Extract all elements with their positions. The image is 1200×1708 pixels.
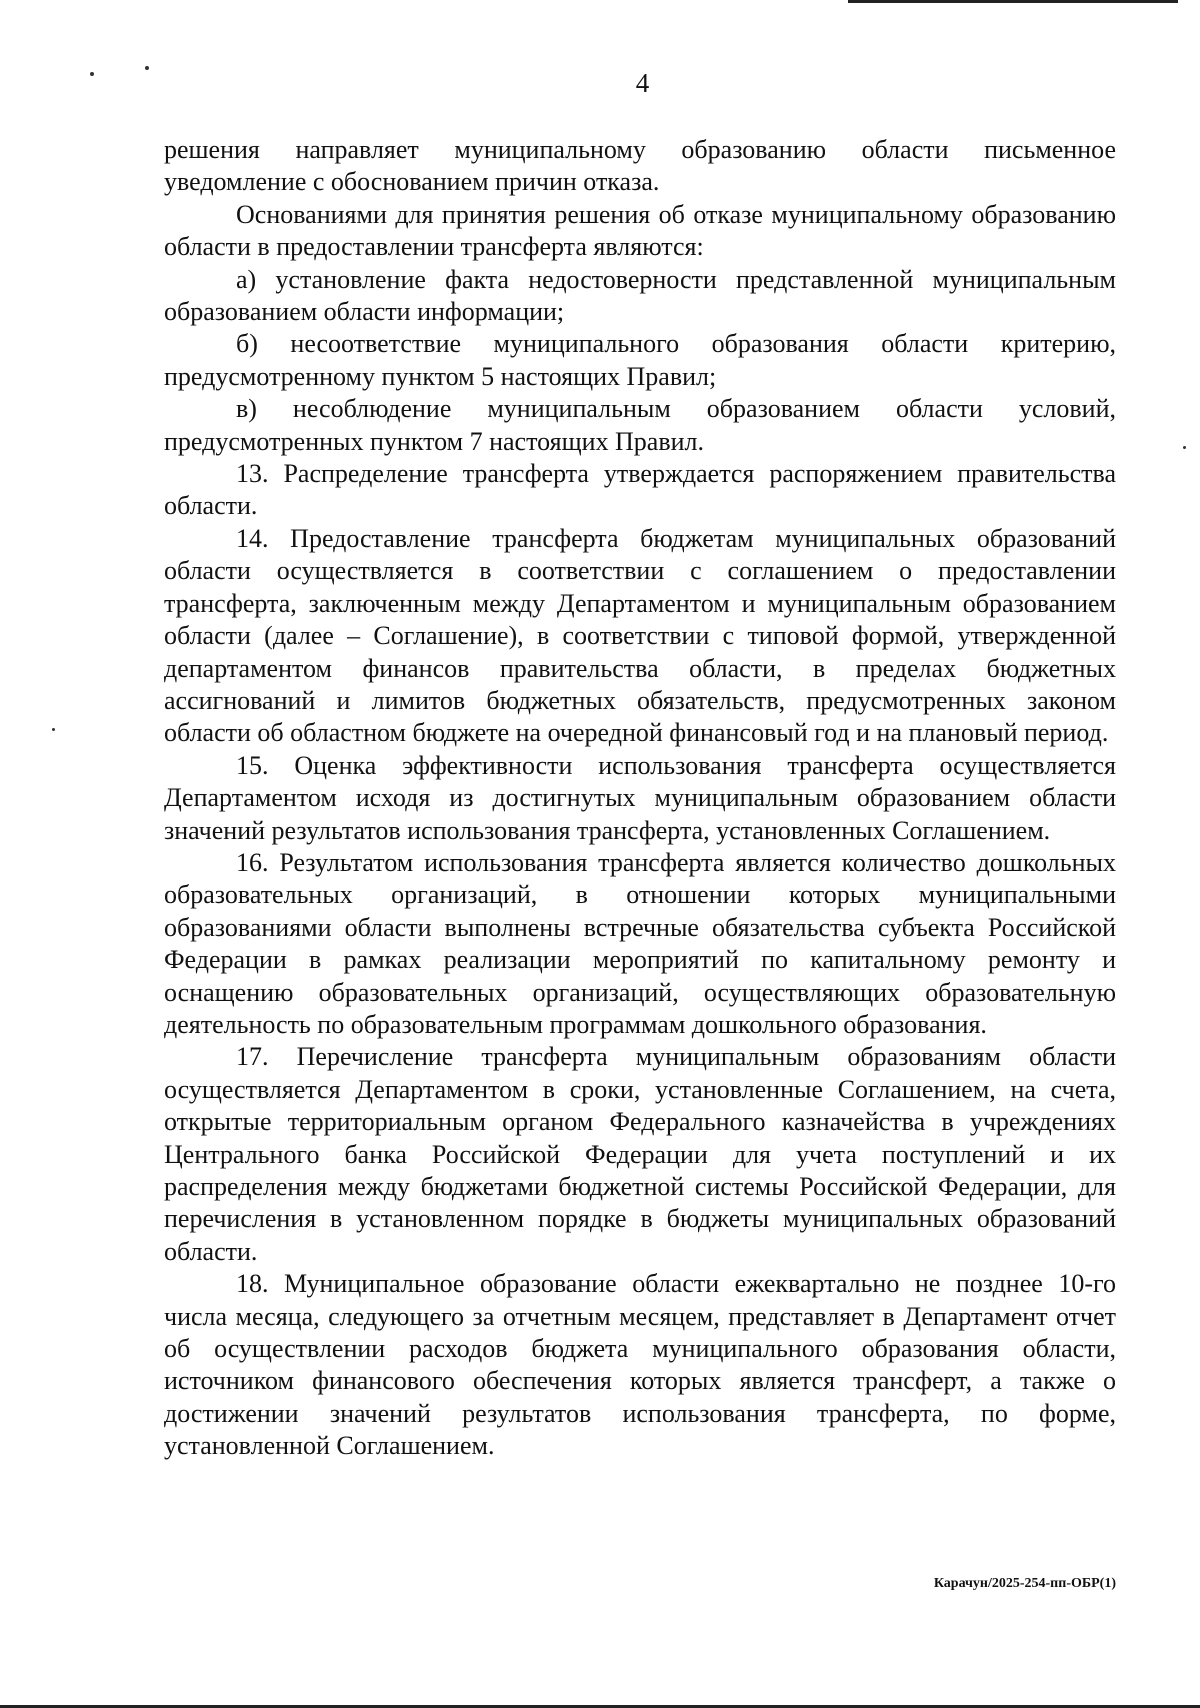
top-edge-line [848,0,1178,3]
paragraph-ground-b: б) несоответствие муниципального образования области критерию, предусмотренному пунктом 5 настоящих Правил; [164,329,1116,391]
page-number: 4 [635,68,650,98]
paragraph-15: 15. Оценка эффективности использования трансферта осуществляется Департаментом исходя из достигнутых муниципальным образованием области значений результатов использования трансферта, установленных Соглашением. [164,750,1116,845]
paragraph-grounds-intro: Основаниями для принятия решения об отказе муниципальному образованию области в предоставлении трансферта являются: [164,199,1116,262]
document-code: Карачун/2025-254-пп-ОБР(1) [933,1576,1116,1591]
paragraph-16: 16. Результатом использования трансферта является количество дошкольных образовательных организаций, в отношении которых муниципальными образованиями области выполнены встречные обязательства субъекта Российской Федерации в рамках реализации мероприятий по капитальному ремонту и оснащению образовательных организаций, осуществляющих образовательную деятельность по образовательным программам дошкольного образования. [164,847,1116,1039]
scan-speck [1183,446,1186,449]
paragraph-continuation: решения направляет муниципальному образованию области письменное уведомление с обоснованием причин отказа. [164,135,1116,197]
scan-speck [52,728,55,731]
paragraph-ground-a: а) установление факта недостоверности представленной муниципальным образованием области информации; [164,264,1116,327]
paragraph-14: 14. Предоставление трансферта бюджетам муниципальных образований области осуществляется в соответствии с соглашением о предоставлении трансферта, заключенным между Департаментом и муниципальным образованием области (далее – Соглашение), в соответствии с типовой формой, утвержденной департаментом финансов правительства области, в пределах бюджетных ассигнований и лимитов бюджетных обязательств, предусмотренных законом области об областном бюджете на очередной финансовый год и на плановый период. [164,523,1116,748]
paragraph-ground-c: в) несоблюдение муниципальным образованием области условий, предусмотренных пунктом 7 настоящих Правил. [164,394,1116,456]
paragraph-18: 18. Муниципальное образование области ежеквартально не позднее 10-го числа месяца, следующего за отчетным месяцем, представляет в Департамент отчет об осуществлении расходов бюджета муниципального образования области, источником финансового обеспечения которых является трансферт, а также о достижении значений результатов использования трансферта, по форме, установленной Соглашением. [164,1269,1116,1461]
document-body [164,134,1116,1463]
paragraph-17: 17. Перечисление трансферта муниципальным образованиям области осуществляется Департаментом в сроки, установленные Соглашением, на счета, открытые территориальным органом Федерального казначейства в учреждениях Центрального банка Российской Федерации для учета поступлений и их распределения между бюджетами бюджетной системы Российской Федерации, для перечисления в установленном порядке в бюджеты муниципальных образований области. [164,1042,1116,1266]
paragraph-13: 13. Распределение трансферта утверждается распоряжением правительства области. [164,459,1116,521]
